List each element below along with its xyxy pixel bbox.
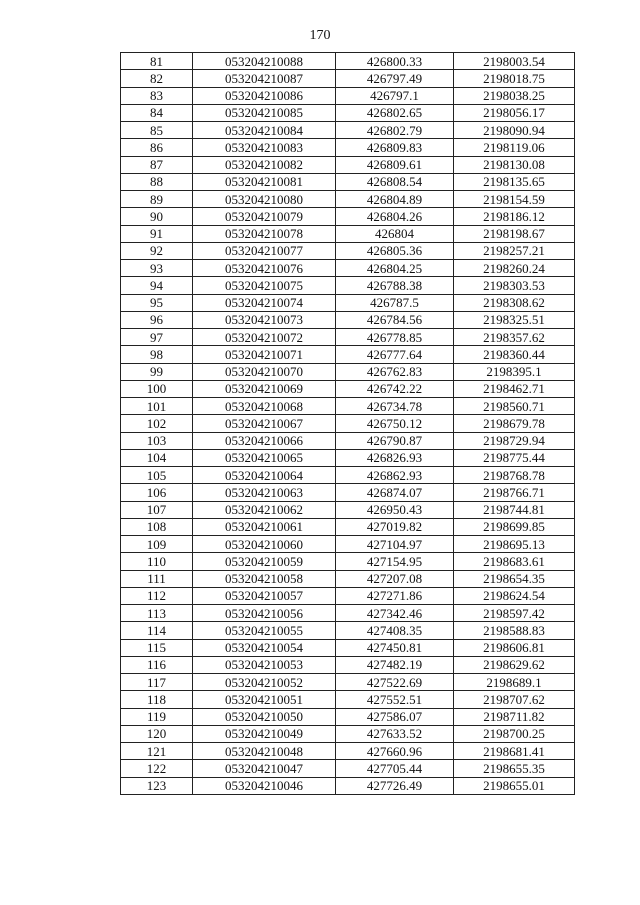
y-coordinate-cell: 2198119.06 — [454, 139, 575, 156]
table-row — [121, 587, 575, 604]
row-number-cell: 103 — [121, 432, 193, 449]
table-row — [121, 208, 575, 225]
point-code-cell: 053204210074 — [193, 294, 336, 311]
point-code-cell: 053204210081 — [193, 173, 336, 190]
row-number-cell: 86 — [121, 139, 193, 156]
table-row — [121, 605, 575, 622]
row-number-cell: 122 — [121, 760, 193, 777]
row-number-cell: 109 — [121, 536, 193, 553]
y-coordinate-cell: 2198689.1 — [454, 674, 575, 691]
y-coordinate-cell: 2198655.35 — [454, 760, 575, 777]
point-code-cell: 053204210057 — [193, 587, 336, 604]
y-coordinate-cell: 2198588.83 — [454, 622, 575, 639]
table-row — [121, 691, 575, 708]
table-row — [121, 380, 575, 397]
x-coordinate-cell: 426802.79 — [336, 122, 454, 139]
row-number-cell: 111 — [121, 570, 193, 587]
y-coordinate-cell: 2198654.35 — [454, 570, 575, 587]
coordinates-table-body — [121, 53, 575, 795]
x-coordinate-cell: 426788.38 — [336, 277, 454, 294]
table-row — [121, 225, 575, 242]
table-row — [121, 743, 575, 760]
x-coordinate-cell: 426809.61 — [336, 156, 454, 173]
y-coordinate-cell: 2198038.25 — [454, 87, 575, 104]
row-number-cell: 118 — [121, 691, 193, 708]
row-number-cell: 100 — [121, 380, 193, 397]
row-number-cell: 102 — [121, 415, 193, 432]
row-number-cell: 97 — [121, 329, 193, 346]
y-coordinate-cell: 2198695.13 — [454, 536, 575, 553]
table-row — [121, 363, 575, 380]
point-code-cell: 053204210069 — [193, 380, 336, 397]
y-coordinate-cell: 2198679.78 — [454, 415, 575, 432]
table-row — [121, 415, 575, 432]
y-coordinate-cell: 2198056.17 — [454, 104, 575, 121]
point-code-cell: 053204210087 — [193, 70, 336, 87]
point-code-cell: 053204210067 — [193, 415, 336, 432]
point-code-cell: 053204210050 — [193, 708, 336, 725]
row-number-cell: 113 — [121, 605, 193, 622]
point-code-cell: 053204210070 — [193, 363, 336, 380]
table-row — [121, 467, 575, 484]
table-row — [121, 87, 575, 104]
y-coordinate-cell: 2198325.51 — [454, 311, 575, 328]
point-code-cell: 053204210082 — [193, 156, 336, 173]
x-coordinate-cell: 426809.83 — [336, 139, 454, 156]
y-coordinate-cell: 2198700.25 — [454, 725, 575, 742]
row-number-cell: 81 — [121, 53, 193, 70]
x-coordinate-cell: 426804.89 — [336, 191, 454, 208]
x-coordinate-cell: 427450.81 — [336, 639, 454, 656]
y-coordinate-cell: 2198744.81 — [454, 501, 575, 518]
y-coordinate-cell: 2198135.65 — [454, 173, 575, 190]
point-code-cell: 053204210083 — [193, 139, 336, 156]
row-number-cell: 84 — [121, 104, 193, 121]
x-coordinate-cell: 427660.96 — [336, 743, 454, 760]
table-row — [121, 432, 575, 449]
y-coordinate-cell: 2198090.94 — [454, 122, 575, 139]
x-coordinate-cell: 427522.69 — [336, 674, 454, 691]
y-coordinate-cell: 2198395.1 — [454, 363, 575, 380]
y-coordinate-cell: 2198629.62 — [454, 656, 575, 673]
x-coordinate-cell: 426805.36 — [336, 242, 454, 259]
row-number-cell: 92 — [121, 242, 193, 259]
y-coordinate-cell: 2198018.75 — [454, 70, 575, 87]
row-number-cell: 87 — [121, 156, 193, 173]
x-coordinate-cell: 426762.83 — [336, 363, 454, 380]
x-coordinate-cell: 426797.49 — [336, 70, 454, 87]
point-code-cell: 053204210047 — [193, 760, 336, 777]
table-row — [121, 53, 575, 70]
row-number-cell: 110 — [121, 553, 193, 570]
y-coordinate-cell: 2198683.61 — [454, 553, 575, 570]
table-row — [121, 242, 575, 259]
y-coordinate-cell: 2198154.59 — [454, 191, 575, 208]
table-row — [121, 156, 575, 173]
x-coordinate-cell: 427154.95 — [336, 553, 454, 570]
row-number-cell: 83 — [121, 87, 193, 104]
point-code-cell: 053204210084 — [193, 122, 336, 139]
row-number-cell: 108 — [121, 518, 193, 535]
x-coordinate-cell: 427271.86 — [336, 587, 454, 604]
table-row — [121, 398, 575, 415]
y-coordinate-cell: 2198655.01 — [454, 777, 575, 794]
point-code-cell: 053204210085 — [193, 104, 336, 121]
row-number-cell: 107 — [121, 501, 193, 518]
y-coordinate-cell: 2198699.85 — [454, 518, 575, 535]
x-coordinate-cell: 426802.65 — [336, 104, 454, 121]
x-coordinate-cell: 426742.22 — [336, 380, 454, 397]
table-row — [121, 639, 575, 656]
point-code-cell: 053204210058 — [193, 570, 336, 587]
point-code-cell: 053204210048 — [193, 743, 336, 760]
x-coordinate-cell: 426862.93 — [336, 467, 454, 484]
x-coordinate-cell: 426790.87 — [336, 432, 454, 449]
point-code-cell: 053204210061 — [193, 518, 336, 535]
point-code-cell: 053204210055 — [193, 622, 336, 639]
table-row — [121, 260, 575, 277]
point-code-cell: 053204210049 — [193, 725, 336, 742]
x-coordinate-cell: 426778.85 — [336, 329, 454, 346]
table-row — [121, 122, 575, 139]
point-code-cell: 053204210062 — [193, 501, 336, 518]
y-coordinate-cell: 2198357.62 — [454, 329, 575, 346]
row-number-cell: 88 — [121, 173, 193, 190]
x-coordinate-cell: 427408.35 — [336, 622, 454, 639]
y-coordinate-cell: 2198462.71 — [454, 380, 575, 397]
point-code-cell: 053204210053 — [193, 656, 336, 673]
x-coordinate-cell: 426874.07 — [336, 484, 454, 501]
row-number-cell: 116 — [121, 656, 193, 673]
x-coordinate-cell: 427342.46 — [336, 605, 454, 622]
x-coordinate-cell: 427019.82 — [336, 518, 454, 535]
y-coordinate-cell: 2198766.71 — [454, 484, 575, 501]
point-code-cell: 053204210056 — [193, 605, 336, 622]
row-number-cell: 93 — [121, 260, 193, 277]
y-coordinate-cell: 2198711.82 — [454, 708, 575, 725]
table-row — [121, 570, 575, 587]
point-code-cell: 053204210051 — [193, 691, 336, 708]
y-coordinate-cell: 2198303.53 — [454, 277, 575, 294]
row-number-cell: 99 — [121, 363, 193, 380]
x-coordinate-cell: 426804.25 — [336, 260, 454, 277]
row-number-cell: 101 — [121, 398, 193, 415]
table-row — [121, 139, 575, 156]
point-code-cell: 053204210086 — [193, 87, 336, 104]
y-coordinate-cell: 2198768.78 — [454, 467, 575, 484]
x-coordinate-cell: 426797.1 — [336, 87, 454, 104]
point-code-cell: 053204210052 — [193, 674, 336, 691]
point-code-cell: 053204210064 — [193, 467, 336, 484]
point-code-cell: 053204210075 — [193, 277, 336, 294]
row-number-cell: 91 — [121, 225, 193, 242]
y-coordinate-cell: 2198198.67 — [454, 225, 575, 242]
x-coordinate-cell: 427104.97 — [336, 536, 454, 553]
table-row — [121, 725, 575, 742]
table-row — [121, 449, 575, 466]
point-code-cell: 053204210076 — [193, 260, 336, 277]
row-number-cell: 123 — [121, 777, 193, 794]
x-coordinate-cell: 426734.78 — [336, 398, 454, 415]
table-row — [121, 708, 575, 725]
point-code-cell: 053204210079 — [193, 208, 336, 225]
x-coordinate-cell: 426950.43 — [336, 501, 454, 518]
table-row — [121, 311, 575, 328]
table-row — [121, 674, 575, 691]
point-code-cell: 053204210077 — [193, 242, 336, 259]
x-coordinate-cell: 426804 — [336, 225, 454, 242]
y-coordinate-cell: 2198360.44 — [454, 346, 575, 363]
row-number-cell: 89 — [121, 191, 193, 208]
x-coordinate-cell: 426750.12 — [336, 415, 454, 432]
x-coordinate-cell: 426826.93 — [336, 449, 454, 466]
x-coordinate-cell: 427633.52 — [336, 725, 454, 742]
table-row — [121, 104, 575, 121]
row-number-cell: 98 — [121, 346, 193, 363]
y-coordinate-cell: 2198624.54 — [454, 587, 575, 604]
table-row — [121, 536, 575, 553]
table-row — [121, 346, 575, 363]
y-coordinate-cell: 2198597.42 — [454, 605, 575, 622]
x-coordinate-cell: 427726.49 — [336, 777, 454, 794]
row-number-cell: 117 — [121, 674, 193, 691]
y-coordinate-cell: 2198681.41 — [454, 743, 575, 760]
table-row — [121, 656, 575, 673]
point-code-cell: 053204210073 — [193, 311, 336, 328]
point-code-cell: 053204210068 — [193, 398, 336, 415]
page-number: 170 — [309, 28, 331, 43]
table-row — [121, 329, 575, 346]
x-coordinate-cell: 427586.07 — [336, 708, 454, 725]
table-row — [121, 70, 575, 87]
table-row — [121, 191, 575, 208]
x-coordinate-cell: 426777.64 — [336, 346, 454, 363]
point-code-cell: 053204210054 — [193, 639, 336, 656]
x-coordinate-cell: 427482.19 — [336, 656, 454, 673]
y-coordinate-cell: 2198186.12 — [454, 208, 575, 225]
table-row — [121, 518, 575, 535]
row-number-cell: 82 — [121, 70, 193, 87]
coordinates-table — [120, 52, 575, 795]
point-code-cell: 053204210088 — [193, 53, 336, 70]
y-coordinate-cell: 2198130.08 — [454, 156, 575, 173]
table-row — [121, 760, 575, 777]
x-coordinate-cell: 426804.26 — [336, 208, 454, 225]
point-code-cell: 053204210080 — [193, 191, 336, 208]
y-coordinate-cell: 2198308.62 — [454, 294, 575, 311]
point-code-cell: 053204210065 — [193, 449, 336, 466]
table-row — [121, 173, 575, 190]
row-number-cell: 112 — [121, 587, 193, 604]
y-coordinate-cell: 2198560.71 — [454, 398, 575, 415]
y-coordinate-cell: 2198707.62 — [454, 691, 575, 708]
point-code-cell: 053204210063 — [193, 484, 336, 501]
row-number-cell: 119 — [121, 708, 193, 725]
table-row — [121, 777, 575, 794]
point-code-cell: 053204210072 — [193, 329, 336, 346]
row-number-cell: 95 — [121, 294, 193, 311]
table-row — [121, 501, 575, 518]
row-number-cell: 115 — [121, 639, 193, 656]
row-number-cell: 120 — [121, 725, 193, 742]
x-coordinate-cell: 427207.08 — [336, 570, 454, 587]
row-number-cell: 85 — [121, 122, 193, 139]
y-coordinate-cell: 2198606.81 — [454, 639, 575, 656]
table-row — [121, 622, 575, 639]
x-coordinate-cell: 426784.56 — [336, 311, 454, 328]
row-number-cell: 121 — [121, 743, 193, 760]
y-coordinate-cell: 2198003.54 — [454, 53, 575, 70]
y-coordinate-cell: 2198775.44 — [454, 449, 575, 466]
table-row — [121, 294, 575, 311]
row-number-cell: 106 — [121, 484, 193, 501]
point-code-cell: 053204210060 — [193, 536, 336, 553]
row-number-cell: 96 — [121, 311, 193, 328]
point-code-cell: 053204210066 — [193, 432, 336, 449]
row-number-cell: 90 — [121, 208, 193, 225]
x-coordinate-cell: 426808.54 — [336, 173, 454, 190]
x-coordinate-cell: 426787.5 — [336, 294, 454, 311]
point-code-cell: 053204210078 — [193, 225, 336, 242]
point-code-cell: 053204210046 — [193, 777, 336, 794]
x-coordinate-cell: 426800.33 — [336, 53, 454, 70]
x-coordinate-cell: 427552.51 — [336, 691, 454, 708]
table-row — [121, 553, 575, 570]
row-number-cell: 114 — [121, 622, 193, 639]
x-coordinate-cell: 427705.44 — [336, 760, 454, 777]
row-number-cell: 105 — [121, 467, 193, 484]
row-number-cell: 94 — [121, 277, 193, 294]
point-code-cell: 053204210071 — [193, 346, 336, 363]
y-coordinate-cell: 2198257.21 — [454, 242, 575, 259]
point-code-cell: 053204210059 — [193, 553, 336, 570]
y-coordinate-cell: 2198260.24 — [454, 260, 575, 277]
table-row — [121, 484, 575, 501]
row-number-cell: 104 — [121, 449, 193, 466]
table-row — [121, 277, 575, 294]
y-coordinate-cell: 2198729.94 — [454, 432, 575, 449]
